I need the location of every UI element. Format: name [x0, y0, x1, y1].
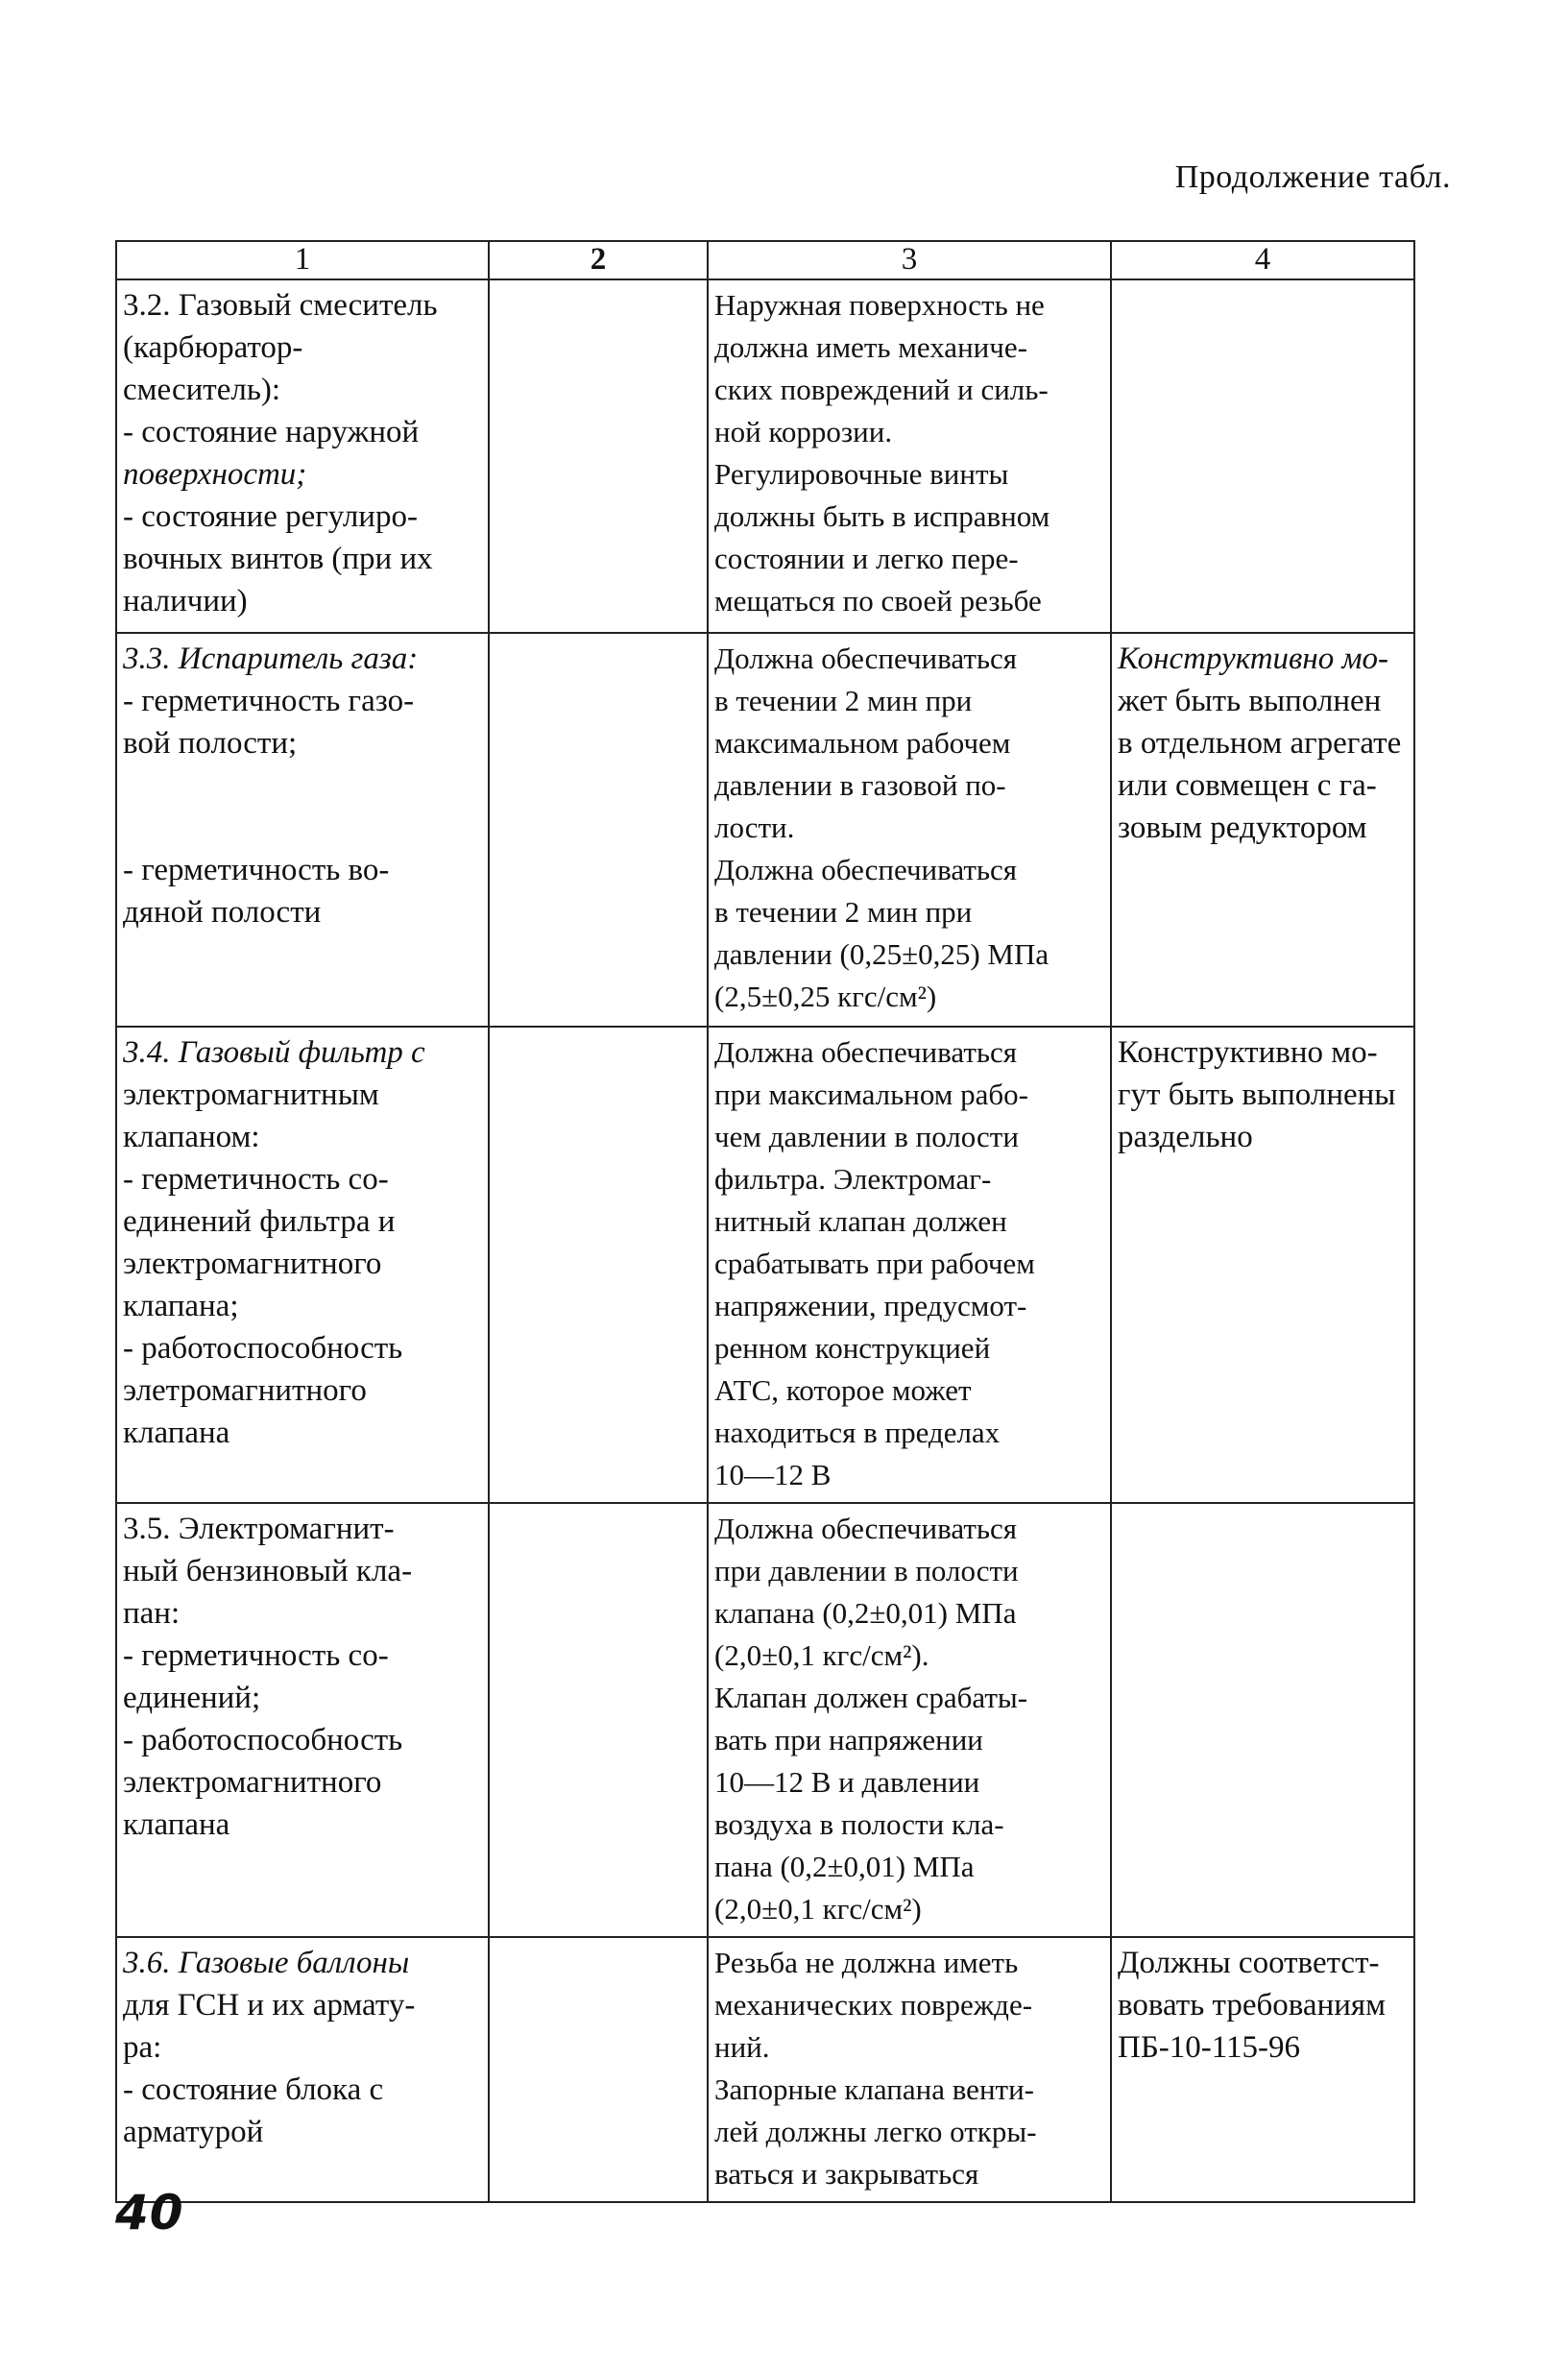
- cell-text-line: механических поврежде-: [714, 1988, 1033, 2022]
- cell-text-line: напряжении, предусмот-: [714, 1289, 1027, 1322]
- cell-text-line: клапана (0,2±0,01) МПа: [714, 1596, 1017, 1630]
- cell-text-line: чем давлении в полости: [714, 1120, 1019, 1153]
- cell-text-line: электромагнитного: [123, 1765, 382, 1800]
- table-cell-col1: [116, 1937, 489, 2202]
- table-row: [116, 1503, 1414, 1937]
- table-cell-col2: [489, 1503, 708, 1937]
- table-cell-col2: [489, 1027, 708, 1503]
- cell-text-line: жет быть выполнен: [1118, 684, 1382, 718]
- cell-text-line: или совмещен с га-: [1118, 768, 1377, 803]
- cell-text-line: при максимальном рабо-: [714, 1078, 1028, 1111]
- cell-text-line: единений фильтра и: [123, 1204, 396, 1239]
- cell-text-line: нитный клапан должен: [714, 1204, 1007, 1238]
- cell-text-line: клапана;: [123, 1289, 239, 1323]
- cell-text-line: (2,0±0,1 кгс/см²).: [714, 1638, 929, 1672]
- cell-text-line: клапаном:: [123, 1120, 260, 1154]
- cell-text-line: Регулировочные винты: [714, 457, 1009, 491]
- cell-text-line: (карбюратор-: [123, 330, 303, 365]
- cell-text-line: лей должны легко откры-: [714, 2115, 1037, 2148]
- table-row: [116, 279, 1414, 633]
- cell-text-line: Должна обеспечиваться: [714, 853, 1018, 886]
- table-continuation-label: Продолжение табл.: [1174, 159, 1451, 195]
- table-header-row: [116, 241, 1414, 279]
- cell-text-line: находиться в пределах: [714, 1416, 1001, 1449]
- cell-text-line: [123, 807, 482, 849]
- cell-text-line: зовым редуктором: [1118, 811, 1367, 845]
- cell-text-line: 3.6. Газовые баллоны: [123, 1946, 410, 1980]
- table-body: [116, 279, 1414, 2202]
- cell-text-line: гут быть выполнены: [1118, 1078, 1396, 1112]
- table-cell-col3: [708, 1027, 1111, 1503]
- table-cell-col1: [116, 1503, 489, 1937]
- cell-text-line: 3.5. Электромагнит-: [123, 1512, 395, 1546]
- cell-text-line: [123, 764, 482, 807]
- column-header-1: 1: [116, 241, 489, 279]
- cell-text-line: раздельно: [1118, 1120, 1253, 1154]
- table-cell-col4: [1111, 1027, 1414, 1503]
- table-cell-col3: [708, 1937, 1111, 2202]
- cell-text-line: при давлении в полости: [714, 1554, 1019, 1587]
- table-cell-col4: [1111, 633, 1414, 1027]
- cell-text-line: в отдельном агрегате: [1118, 726, 1402, 761]
- cell-text-line: в течении 2 мин при: [714, 895, 973, 929]
- cell-text-line: Запорные клапана венти-: [714, 2072, 1034, 2106]
- cell-text-line: 10—12 В: [714, 1458, 832, 1491]
- cell-text-line: 3.3. Испаритель газа:: [123, 642, 419, 676]
- cell-text-line: - работоспособность: [123, 1723, 403, 1757]
- cell-text-line: Должна обеспечиваться: [714, 642, 1018, 675]
- cell-text-line: вочных винтов (при их: [123, 542, 433, 576]
- cell-text-line: вовать требованиям: [1118, 1988, 1386, 2023]
- cell-text-line: (2,0±0,1 кгс/см²): [714, 1892, 922, 1926]
- table-cell-col4: [1111, 279, 1414, 633]
- requirements-table-container: [115, 240, 1413, 2203]
- page-number: 40: [115, 2185, 184, 2241]
- cell-text-line: Должна обеспечиваться: [714, 1035, 1018, 1069]
- table-row: [116, 633, 1414, 1027]
- cell-text-line: мещаться по своей резьбе: [714, 584, 1042, 618]
- cell-text-line: 3.2. Газовый смеситель: [123, 288, 438, 323]
- column-header-3: 3: [708, 241, 1111, 279]
- table-cell-col1: [116, 633, 489, 1027]
- cell-text-line: максимальном рабочем: [714, 726, 1011, 760]
- cell-text-line: ских повреждений и силь-: [714, 373, 1049, 406]
- table-cell-col1: [116, 1027, 489, 1503]
- cell-text-line: пан:: [123, 1596, 181, 1631]
- table-cell-col3: [708, 633, 1111, 1027]
- cell-text-line: состоянии и легко пере-: [714, 542, 1019, 575]
- cell-text-line: Наружная поверхность не: [714, 288, 1045, 322]
- cell-text-line: смеситель):: [123, 373, 281, 407]
- column-header-4: 4: [1111, 241, 1414, 279]
- cell-text-line: срабатывать при рабочем: [714, 1247, 1035, 1280]
- requirements-table: [115, 240, 1415, 2203]
- table-row: [116, 1027, 1414, 1503]
- cell-text-line: пана (0,2±0,01) МПа: [714, 1850, 975, 1883]
- cell-text-line: - герметичность со-: [123, 1162, 389, 1197]
- cell-text-line: 10—12 В и давлении: [714, 1765, 980, 1799]
- cell-text-line: - герметичность газо-: [123, 684, 415, 718]
- cell-text-line: (2,5±0,25 кгс/см²): [714, 980, 937, 1013]
- cell-text-line: Должна обеспечиваться: [714, 1512, 1018, 1545]
- table-cell-col4: [1111, 1937, 1414, 2202]
- table-cell-col3: [708, 279, 1111, 633]
- cell-text-line: АТС, которое может: [714, 1373, 972, 1407]
- cell-text-line: ный бензиновый кла-: [123, 1554, 413, 1588]
- cell-text-line: ний.: [714, 2030, 770, 2064]
- cell-text-line: дяной полости: [123, 895, 322, 930]
- cell-text-line: Клапан должен срабаты-: [714, 1681, 1028, 1714]
- cell-text-line: - работоспособность: [123, 1331, 403, 1366]
- cell-text-line: ной коррозии.: [714, 415, 893, 448]
- cell-text-line: давлении (0,25±0,25) МПа: [714, 937, 1049, 971]
- cell-text-line: элетромагнитного: [123, 1373, 367, 1408]
- cell-text-line: клапана: [123, 1416, 230, 1450]
- cell-text-line: электромагнитного: [123, 1247, 382, 1281]
- table-row: [116, 1937, 1414, 2202]
- cell-text-line: - состояние наружной: [123, 415, 420, 449]
- cell-text-line: электромагнитным: [123, 1078, 379, 1112]
- column-header-2: 2: [489, 241, 708, 279]
- cell-text-line: - герметичность во-: [123, 853, 390, 887]
- cell-text-line: 3.4. Газовый фильтр с: [123, 1035, 425, 1070]
- cell-text-line: должна иметь механиче-: [714, 330, 1027, 364]
- cell-text-line: ренном конструкцией: [714, 1331, 991, 1365]
- cell-text-line: вать при напряжении: [714, 1723, 983, 1756]
- cell-text-line: единений;: [123, 1681, 261, 1715]
- cell-text-line: должны быть в исправном: [714, 499, 1050, 533]
- table-cell-col4: [1111, 1503, 1414, 1937]
- table-cell-col2: [489, 633, 708, 1027]
- cell-text-line: Должны соответст-: [1118, 1946, 1380, 1980]
- table-cell-col2: [489, 1937, 708, 2202]
- table-cell-col3: [708, 1503, 1111, 1937]
- cell-text-line: ПБ-10-115-96: [1118, 2030, 1301, 2065]
- cell-text-line: давлении в газовой по-: [714, 768, 1006, 802]
- cell-text-line: для ГСН и их армату-: [123, 1988, 416, 2023]
- cell-text-line: наличии): [123, 584, 248, 618]
- cell-text-line: Резьба не должна иметь: [714, 1946, 1019, 1979]
- cell-text-line: клапана: [123, 1807, 230, 1842]
- cell-text-line: поверхности;: [123, 457, 307, 492]
- cell-text-line: Конструктивно мо-: [1118, 1035, 1378, 1070]
- cell-text-line: в течении 2 мин при: [714, 684, 973, 717]
- cell-text-line: - герметичность со-: [123, 1638, 389, 1673]
- cell-text-line: арматурой: [123, 2115, 264, 2149]
- cell-text-line: ваться и закрываться: [714, 2157, 979, 2191]
- cell-text-line: вой полости;: [123, 726, 298, 761]
- cell-text-line: ра:: [123, 2030, 162, 2065]
- table-cell-col1: [116, 279, 489, 633]
- cell-text-line: Конструктивно мо-: [1118, 642, 1389, 676]
- table-cell-col2: [489, 279, 708, 633]
- cell-text-line: фильтра. Электромаг-: [714, 1162, 992, 1196]
- cell-text-line: лости.: [714, 811, 795, 844]
- cell-text-line: воздуха в полости кла-: [714, 1807, 1004, 1841]
- cell-text-line: - состояние регулиро-: [123, 499, 418, 534]
- cell-text-line: - состояние блока с: [123, 2072, 384, 2107]
